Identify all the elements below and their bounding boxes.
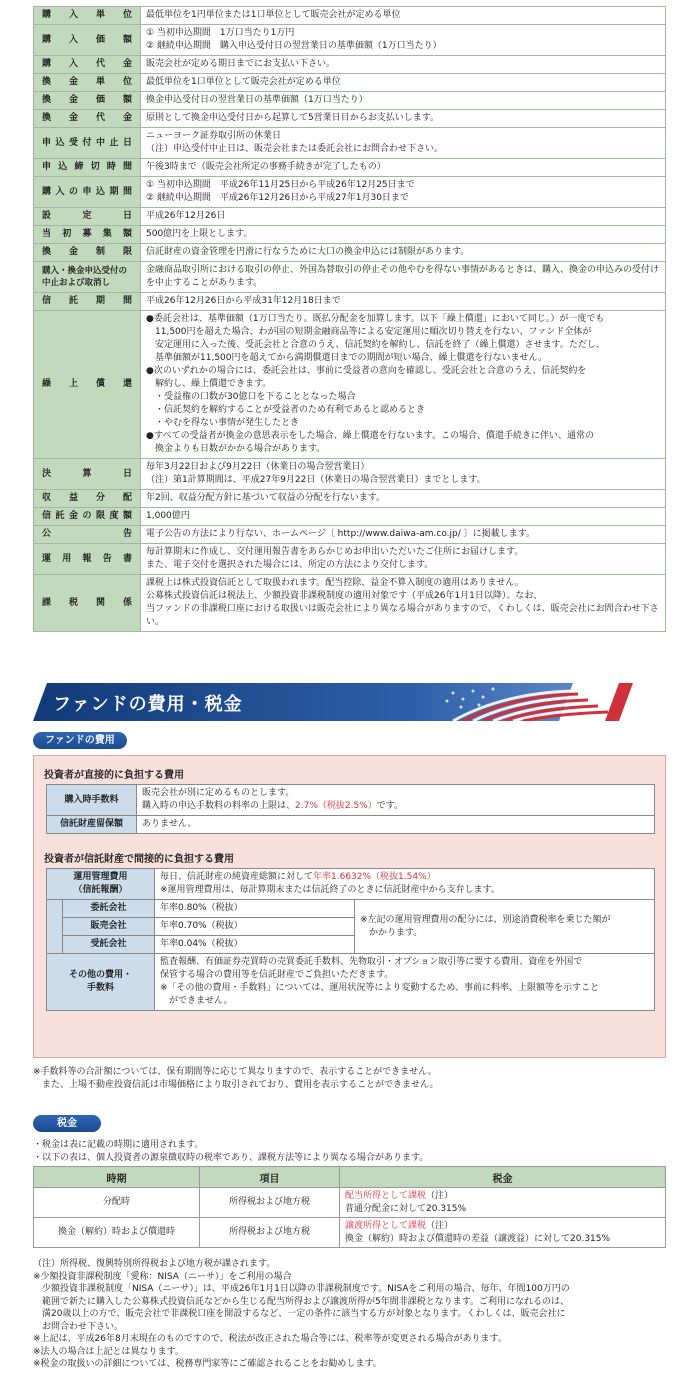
terms-row: [34, 110, 666, 128]
tax-row: [34, 1188, 666, 1218]
terms-label: 運用報告書: [34, 544, 141, 575]
tax-header-tax: 税金: [340, 1167, 666, 1188]
terms-label: 決算日: [34, 459, 141, 490]
direct-fee-value: ありません。: [137, 816, 655, 834]
other-fees-value: 監査報酬、有価証券売買時の売買委託手数料、先物取引・オプション取引等に要する費用、資産を外国で 保管する場合の費用等を信託財産でご負担いただきます。 ※「その他の費用・手数料」については、運用状況等により変動するため、事前に料率、上限額等を示すこと ができません。: [155, 954, 655, 1011]
terms-label: 購入価額: [34, 25, 141, 56]
breakdown-value-0: 年率0.80%（税抜）: [155, 900, 355, 918]
terms-label: 収益分配: [34, 490, 141, 508]
breakdown-label-1: 販売会社: [63, 918, 155, 936]
terms-row: [34, 177, 666, 208]
terms-value: 金融商品取引所における取引の停止、外国為替取引の停止その他やむを得ない事情があるときは、購入、換金の申込みの受付けを中止することがあります。: [141, 262, 666, 293]
direct-fees-table: [46, 784, 655, 834]
indirect-fees-heading: 投資者が信託財産で間接的に負担する費用: [44, 854, 234, 865]
terms-row: [34, 244, 666, 262]
terms-value: ニューヨーク証券取引所の休業日 （注）申込受付中止日は、販売会社または委託会社にお問合わせ下さい。: [141, 128, 666, 159]
terms-label: 換金価額: [34, 92, 141, 110]
terms-label: 繰上償還: [34, 311, 141, 459]
terms-row: [34, 159, 666, 177]
tax-type: 譲渡所得として課税: [345, 1221, 427, 1231]
terms-value: 午後3時まで（販売会社所定の事務手続きが完了したもの）: [141, 159, 666, 177]
terms-row: [34, 208, 666, 226]
direct-fee-value: 販売会社が別に定めるものとします。 購入時の申込手数料の料率の上限は、2.7%（税抜2.5%）です。: [137, 785, 655, 816]
fees-box: [33, 755, 666, 1058]
tax-header-item: 項目: [200, 1167, 340, 1188]
terms-row: [34, 544, 666, 575]
terms-row: [34, 575, 666, 632]
tax-type: 配当所得として課税: [345, 1191, 427, 1201]
mgmt-fee-label: 運用管理費用 （信託報酬）: [47, 869, 155, 900]
tax-desc: 配当所得として課税（注） 普通分配金に対して20.315%: [340, 1188, 666, 1218]
terms-value: 500億円を上限とします。: [141, 226, 666, 244]
terms-label: 申込受付中止日: [34, 128, 141, 159]
other-fees-label: その他の費用・ 手数料: [47, 954, 155, 1011]
breakdown-value-1: 年率0.70%（税抜）: [155, 918, 355, 936]
breakdown-label-0: 委託会社: [63, 900, 155, 918]
terms-value: 平成26年12月26日から平成31年12月18日まで: [141, 293, 666, 311]
direct-fees-heading: 投資者が直接的に負担する費用: [44, 770, 184, 781]
tax-label: 税金: [33, 1115, 101, 1132]
mgmt-fee-rate: 年率1.6632%（税抜1.54%）: [313, 872, 436, 882]
terms-label: 信託期間: [34, 293, 141, 311]
terms-value: ① 当初申込期間 平成26年11月25日から平成26年12月25日まで ② 継続申込期間 平成26年12月26日から平成27年1月30日まで: [141, 177, 666, 208]
terms-value: 平成26年12月26日: [141, 208, 666, 226]
terms-label: 信託金の限度額: [34, 508, 141, 526]
terms-value: 最低単位を1口単位として販売会社が定める単位: [141, 74, 666, 92]
terms-row: [34, 490, 666, 508]
indirect-fees-table: [46, 868, 655, 1011]
terms-label: 購入代金: [34, 56, 141, 74]
terms-value: 毎計算期末に作成し、交付運用報告書をあらかじめお申出いただいたご住所にお届けします。 また、電子交付を選択された場合には、所定の方法により交付します。: [141, 544, 666, 575]
terms-row: [34, 92, 666, 110]
mgmt-fee-value: 毎日、信託財産の純資産総額に対して年率1.6632%（税抜1.54%） ※運用管理費用は、毎計算期末または信託終了のときに信託財産中から支弁します。: [155, 869, 655, 900]
terms-label: 換金制限: [34, 244, 141, 262]
terms-row: [34, 226, 666, 244]
tax-intro: ・税金は表に記載の時期に適用されます。 ・以下の表は、個人投資者の源泉徴収時の税率であり、課税方法等により異なる場合があります。: [33, 1140, 429, 1163]
terms-value: 信託財産の資金管理を円滑に行なうために大口の換金申込には制限があります。: [141, 244, 666, 262]
direct-fee-label: 購入時手数料: [47, 785, 137, 816]
terms-value: ●委託会社は、基準価額（1万口当たり。既払分配金を加算します。以下「繰上償還」において同じ。）が一度でも 11,500円を超えた場合、わが国の短期金融商品等による安定運用に順次切り替えを行ない、ファンド全体が 安定運用に入った後、受託会社と合意のうえ、信託契約を解約し、信託を終了（繰上償還）させます。ただし、 基準価額が11,500円を超えてから満期償還日までの期間が短い場合、繰上償還を行ないません。 ●次のいずれかの場合には、委託会社は、事前に受益者の意向を確認し、受託会社と合意のうえ、信託契約を 解約し、繰上償還できます。 ・受益権の口数が30億口を下ることとなった場合 ・信託契約を解約することが受益者のため有利であると認めるとき ・やむを得ない事情が発生したとき ●すべての受益者が換金の意思表示をした場合、繰上償還を行ないます。この場合、償還手続きに伴い、通常の 換金よりも日数がかかる場合があります。: [141, 311, 666, 459]
tax-item: 所得税および地方税: [200, 1218, 340, 1248]
terms-label: 購入・換金申込受付の中止および取消し: [34, 262, 141, 293]
fees-tax-banner: [33, 683, 666, 721]
section-title: ファンドの費用・税金: [53, 694, 243, 715]
fee-rate: 2.7%（税抜2.5%）: [295, 801, 377, 811]
direct-fee-label: 信託財産留保額: [47, 816, 137, 834]
terms-label: 購入単位: [34, 7, 141, 25]
terms-row: [34, 293, 666, 311]
terms-value: 課税上は株式投資信託として取扱われます。配当控除、益金不算入制度の適用はありません。 公募株式投資信託は税法上、少額投資非課税制度の適用対象です（平成26年1月1日以降）。なお、 当ファンドの非課税口座における取扱いは販売会社により異なる場合がありますので、くわしくは、販売会社にお問合わせ下さい。: [141, 575, 666, 632]
terms-label: 課税関係: [34, 575, 141, 632]
terms-label: 申込締切時間: [34, 159, 141, 177]
fee-footnote: ※手数料等の合計額については、保有期間等に応じて異なりますので、表示することができません。 また、上場不動産投資信託は市場価格により取引されており、費用を表示することができません。: [33, 1067, 439, 1090]
terms-row: [34, 56, 666, 74]
terms-row: [34, 25, 666, 56]
terms-label: 公告: [34, 526, 141, 544]
terms-row: [34, 311, 666, 459]
flag-icon: [433, 683, 633, 721]
direct-fee-row: [47, 816, 655, 834]
breakdown-value-2: 年率0.04%（税抜）: [155, 936, 355, 954]
terms-label: 換金代金: [34, 110, 141, 128]
direct-fee-row: [47, 785, 655, 816]
tax-row: [34, 1218, 666, 1248]
terms-value: 年2回、収益分配方針に基づいて収益の分配を行ないます。: [141, 490, 666, 508]
terms-value: 最低単位を1円単位または1口単位として販売会社が定める単位: [141, 7, 666, 25]
breakdown-label-2: 受託会社: [63, 936, 155, 954]
terms-row: [34, 526, 666, 544]
tax-when: 換金（解約）時および償還時: [34, 1218, 200, 1248]
tax-desc: 譲渡所得として課税（注） 換金（解約）時および償還時の差益（譲渡益）に対して20.315%: [340, 1218, 666, 1248]
terms-row: [34, 7, 666, 25]
terms-value: 販売会社が定める期日までにお支払い下さい。: [141, 56, 666, 74]
fund-fees-label: ファンドの費用: [33, 732, 127, 749]
terms-row: [34, 74, 666, 92]
fund-terms-table: [33, 6, 666, 632]
tax-when: 分配時: [34, 1188, 200, 1218]
terms-label: 当初募集額: [34, 226, 141, 244]
terms-value: 電子公告の方法により行ない、ホームページ〔 http://www.daiwa-am.co.jp/ 〕に掲載します。: [141, 526, 666, 544]
terms-label: 設定日: [34, 208, 141, 226]
terms-label: 換金単位: [34, 74, 141, 92]
terms-row: [34, 508, 666, 526]
breakdown-note: ※左記の運用管理費用の配分には、別途消費税率を乗じた額が かかります。: [355, 900, 655, 954]
tax-header-when: 時期: [34, 1167, 200, 1188]
terms-value: 1,000億円: [141, 508, 666, 526]
terms-value: 原則として換金申込受付日から起算して5営業日目からお支払いします。: [141, 110, 666, 128]
terms-value: ① 当初申込期間 1万口当たり1万円 ② 継続申込期間 購入申込受付日の翌営業日の基準価額（1万口当たり）: [141, 25, 666, 56]
terms-value: 換金申込受付日の翌営業日の基準価額（1万口当たり）: [141, 92, 666, 110]
tax-footnotes: （注）所得税、復興特別所得税および地方税が課されます。 ※少額投資非課税制度「愛称：NISA（ニーサ）」をご利用の場合 少額投資非課税制度「NISA（ニーサ）」は、平成26年1月1日以降の非課税制度です。NISAをご利用の場合、毎年、年間100万円の 範囲で新たに購入した公募株式投資信託などから生じる配当所得および譲渡所得が5年間非課税となります。ご利用になれるのは、 満20歳以上の方で、販売会社で非課税口座を開設するなど、一定の条件に該当する方が対象となります。くわしくは、販売会社に お問合わせ下さい。 ※上記は、平成26年8月末現在のものですので、税法が改正された場合等には、税率等が変更される場合があります。 ※法人の場合は上記とは異なります。 ※税金の取扱いの詳細については、税務専門家等にご確認されることをお勧めします。: [33, 1259, 570, 1369]
terms-value: 毎年3月22日および9月22日（休業日の場合翌営業日） （注）第1計算期間は、平成27年9月22日（休業日の場合翌営業日）までとします。: [141, 459, 666, 490]
terms-row: [34, 459, 666, 490]
tax-item: 所得税および地方税: [200, 1188, 340, 1218]
terms-row: [34, 262, 666, 293]
terms-label: 購入の申込期間: [34, 177, 141, 208]
terms-row: [34, 128, 666, 159]
tax-table: [33, 1166, 666, 1248]
